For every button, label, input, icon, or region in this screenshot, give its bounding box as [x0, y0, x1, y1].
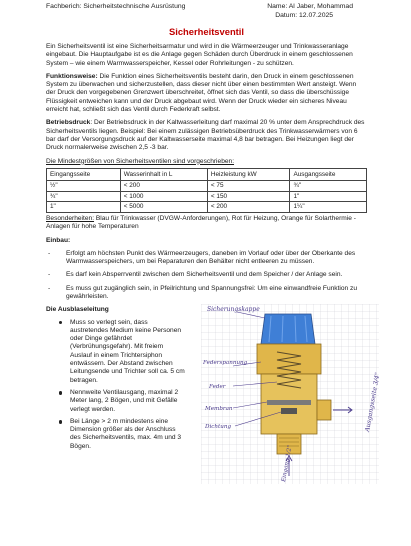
table-header-cell: Ausgangsseite — [290, 168, 367, 181]
table-cell: < 200 — [207, 202, 290, 213]
document-body — [46, 26, 382, 484]
table-cell: < 1000 — [120, 191, 207, 202]
table-header-cell: Heizleistung kW — [207, 168, 290, 181]
table-cell: ½" — [47, 181, 121, 192]
author-name: Name: Al Jaber, Mohammad — [267, 3, 353, 10]
label-seal: Dichtung — [205, 424, 232, 431]
table-header-row — [47, 168, 367, 181]
valve-sketch — [201, 304, 382, 484]
table-header-cell: Eingangsseite — [47, 168, 121, 181]
function-label: Funktionsweise: — [46, 72, 98, 80]
pressure-paragraph — [46, 119, 367, 152]
list-item: Bei Länge > 2 m mindestens eine Dimension größer als der Anschluss des Sicherheitsventils, max. 4m und 3 Bögen. — [46, 418, 186, 451]
seal — [281, 408, 297, 414]
installation-list — [46, 250, 367, 301]
table-row — [47, 191, 367, 202]
table-cell: 1" — [47, 202, 121, 213]
table-cell: < 150 — [207, 191, 290, 202]
label-spring: Feder — [209, 384, 226, 391]
list-item: Nennweite Ventilausgang, maximal 2 Meter lang, 2 Bögen, und mit Gefälle verlegt werden. — [46, 389, 186, 414]
discharge-heading: Die Ausblaseleitung — [46, 306, 109, 314]
document-date: Datum: 12.07.2025 — [275, 11, 334, 19]
table-cell: ¾" — [290, 181, 367, 192]
discharge-section — [46, 306, 382, 484]
label-inlet: Eingang 1/2" — [281, 445, 294, 483]
table-intro: Die Mindestgrößen von Sicherheitsventilen sind vorgeschrieben: — [46, 157, 235, 165]
table-cell: < 75 — [207, 181, 290, 192]
list-item: - Erfolgt am höchsten Punkt des Wärmeerzeugers, daneben im Vorlauf oder über der Oberkante des Warmwasserspeichers, um bei Reparaturen den Behälter nicht entleeren zu müssen. — [46, 250, 367, 267]
diaphragm — [267, 400, 311, 405]
list-item: - Es muss gut zugänglich sein, in Pfeilrichtung und Spannungsfrei: Um eine einwandfreie Funktion zu gewährleisten. — [46, 285, 367, 302]
table-cell: 1" — [290, 191, 367, 202]
installation-heading: Einbau: — [46, 237, 71, 245]
special-notes-text: Blau für Trinkwasser (DVGW-Anforderungen), Rot für Heizung, Orange für Solarthermie - Anlagen für hohe Temperaturen — [46, 214, 356, 231]
table-cell: 1¼" — [290, 202, 367, 213]
table-header-cell: Wasserinhalt in L — [120, 168, 207, 181]
special-notes — [46, 215, 367, 232]
list-item: Muss so verlegt sein, dass austretendes Medium keine Personen oder Dinge gefährdet (Verbrühungsgefahr). Mit freiem Auslauf in einem Trichtersiphon entwässern. Der Abstand zwischen Leitungsende und Trichter soll ca. 5 cm betragen. — [46, 319, 186, 385]
special-notes-label: Besonderheiten: — [46, 214, 95, 222]
list-item: - Es darf kein Absperrventil zwischen dem Sicherheitsventil und dem Speicher / der Anlage sein. — [46, 271, 367, 279]
size-table — [46, 168, 367, 213]
table-row — [47, 202, 367, 213]
label-spring-tension: Federspannung — [203, 360, 248, 367]
discharge-text — [46, 306, 186, 455]
discharge-list — [46, 319, 186, 451]
label-diaphragm: Membran — [205, 406, 233, 413]
intro-paragraph: Ein Sicherheitsventil ist eine Sicherheitsarmatur und wird in die Wärmeerzeuger und Trinkwasseranlage eingebaut. Die Hauptaufgabe ist es die Anlage gegen Schäden durch Überdruck in einem geschlossenen System – wie einem Warmwasserspeicher, Kessel oder Rohrleitungen - zu schützen. — [46, 43, 353, 67]
subject-line: Fachberich: Sicherheitstechnische Ausrüstung — [46, 3, 186, 10]
function-text: Die Funktion eines Sicherheitsventils besteht darin, den Druck in einem geschlossenen System zu überwachen und sicherzustellen, dass dieser nicht über einen bestimmten Wert ansteigt. Wenn der Druck den vorgegebenen Grenzwert überschreitet, öffnet sich das Ventil, so dass die überschüssige Flüssigkeit entweichen kann und der Druck abgebaut wird. Wenn der Druck wieder ein sicheres Niveau erreicht hat, schließt sich das Ventil durch Federkraft selbst. — [46, 72, 357, 114]
label-outlet: Ausgangsseite 3/4" — [364, 372, 382, 433]
pressure-text: : Der Betriebsdruck in der Kaltwasserleitung darf maximal 20 % unter dem Ansprechdruck des Sicherheitsventils liegen. Beispiel: Bei einem zulässigen Betriebsüberdruck des Trinkwasserwärmers von 6 bar darf der Versorgungsdruck auf der Kaltwasserseite maximal 4,8 bar betragen. Bei Heizungen liegt der Druck normalerweise zwischen 2,5 -3 bar. — [46, 119, 365, 152]
page-header — [46, 3, 365, 25]
table-row — [47, 181, 367, 192]
table-cell: ¾" — [47, 191, 121, 202]
label-cap: Sicherungskappe — [207, 306, 260, 314]
author-block — [267, 3, 353, 20]
function-paragraph — [46, 73, 367, 114]
page-title: Sicherheitsventil — [168, 26, 245, 37]
table-cell: < 5000 — [120, 202, 207, 213]
outlet-port — [317, 400, 331, 420]
pressure-label: Betriebsdruck — [46, 119, 91, 127]
table-cell: < 200 — [120, 181, 207, 192]
